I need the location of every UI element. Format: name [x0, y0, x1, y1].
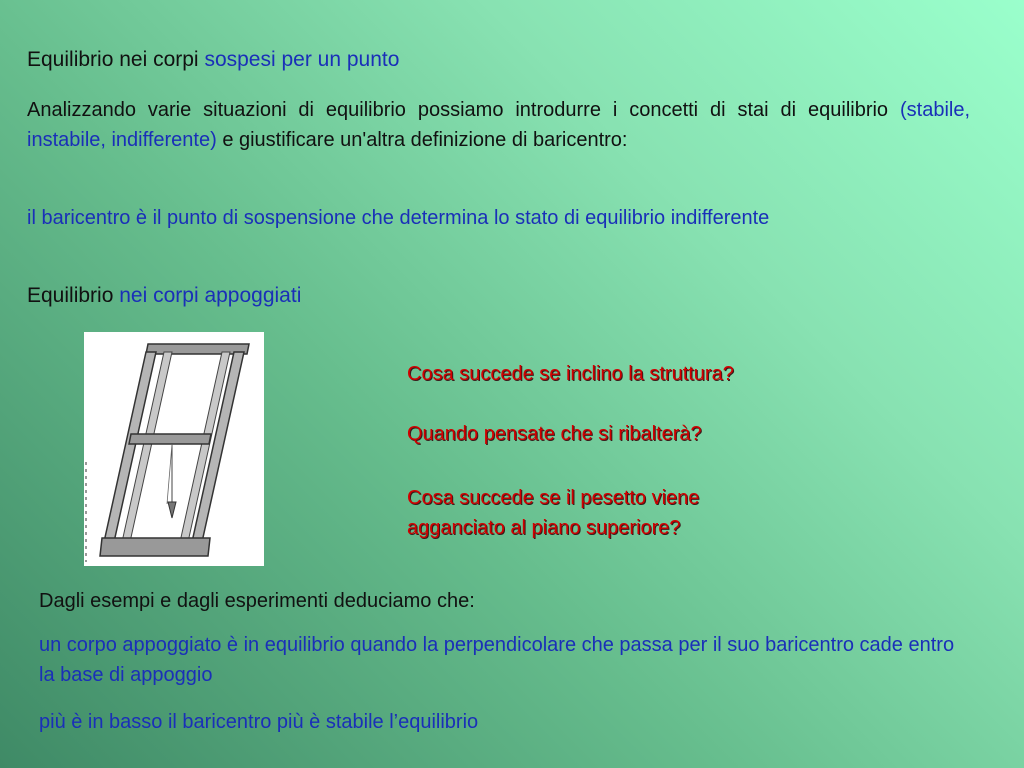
section2-heading — [27, 284, 301, 308]
question-weight-upper: Cosa succede se il pesetto viene agganciato al piano superiore? — [407, 487, 700, 539]
question-tilt: Cosa succede se inclino la struttura? — [407, 363, 734, 385]
section1-heading-plain: Equilibrio nei corpi — [27, 48, 199, 71]
section1-heading-blue: sospesi per un punto — [204, 48, 400, 71]
tilted-frame-photo — [84, 332, 264, 566]
baricentro-definition: il baricentro è il punto di sospensione che determina lo stato di equilibrio indifferente — [27, 207, 770, 229]
conclusion-stability: più è in basso il baricentro più è stabile l’equilibrio — [39, 711, 479, 733]
section1-paragraph — [27, 95, 970, 155]
conclusion-intro: Dagli esempi e dagli esperimenti deduciamo che: — [39, 590, 475, 612]
section1-heading — [27, 48, 399, 72]
section2-heading-blue: nei corpi appoggiati — [119, 284, 302, 307]
frame-drawing — [84, 332, 264, 566]
question-tip-over: Quando pensate che si ribalterà? — [407, 423, 702, 445]
para-blue: (stabile, instabile, indifferente) — [27, 99, 971, 151]
para-after: e giustificare un'altra definizione di baricentro: — [222, 129, 628, 151]
para-before: Analizzando varie situazioni di equilibrio possiamo introdurre i concetti di stai di equilibrio — [27, 99, 889, 121]
section2-heading-plain: Equilibrio — [27, 284, 114, 307]
conclusion-rule: un corpo appoggiato è in equilibrio quando la perpendicolare che passa per il suo baricentro cade entro la base di appoggio — [39, 634, 955, 686]
